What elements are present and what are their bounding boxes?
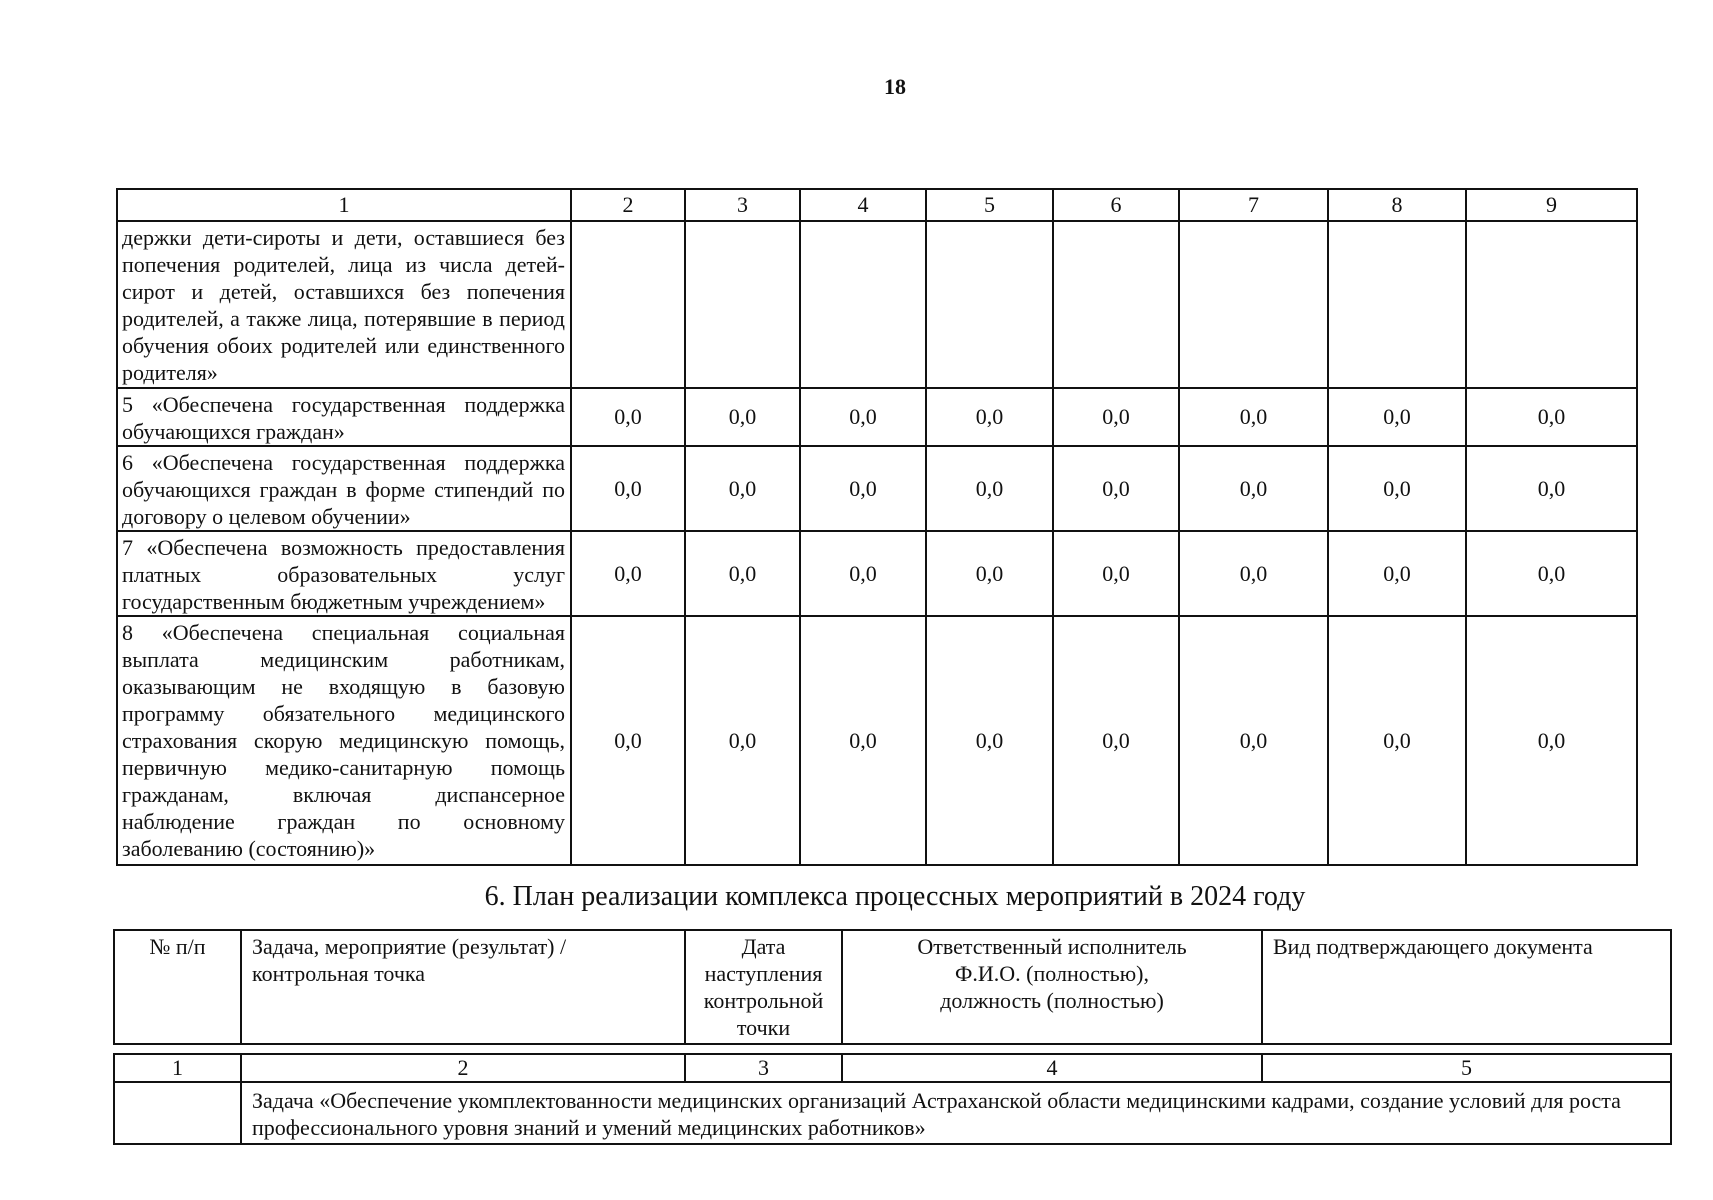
value-cell: 0,0 bbox=[1179, 531, 1328, 616]
plan-table-body bbox=[113, 1053, 1672, 1145]
responsible-line: Ответственный исполнитель bbox=[917, 934, 1187, 959]
table-header-row bbox=[114, 1054, 1671, 1082]
value-cell: 0,0 bbox=[926, 388, 1053, 446]
value-cell: 0,0 bbox=[1328, 446, 1466, 531]
row-label: 7 «Обеспечена возможность предоставления платных образовательных услуг государственным бюджетным учреждением» bbox=[117, 531, 571, 616]
column-number: 2 bbox=[241, 1054, 685, 1082]
column-header-responsible bbox=[842, 930, 1262, 1044]
value-cell: 0,0 bbox=[1053, 446, 1179, 531]
value-cell: 0,0 bbox=[1053, 531, 1179, 616]
page-number: 18 bbox=[884, 74, 906, 99]
value-cell: 0,0 bbox=[1466, 616, 1637, 865]
value-cell: 0,0 bbox=[1328, 616, 1466, 865]
table-header-row bbox=[114, 930, 1671, 1044]
row-label: держки дети-сироты и дети, оставшиеся без попечения родителей, лица из числа детей-сирот и детей, оставшихся без попечения родителей, а также лица, потерявшие в период обучения обоих родителей или единственного родителя» bbox=[117, 221, 571, 388]
column-header-date: Дата наступления контрольной точки bbox=[685, 930, 842, 1044]
value-cell: 0,0 bbox=[1179, 446, 1328, 531]
value-cell bbox=[1328, 221, 1466, 388]
column-header-document: Вид подтверждающего документа bbox=[1262, 930, 1671, 1044]
value-cell bbox=[926, 221, 1053, 388]
row-label: 5 «Обеспечена государственная поддержка обучающихся граждан» bbox=[117, 388, 571, 446]
column-number: 5 bbox=[926, 189, 1053, 221]
value-cell: 0,0 bbox=[800, 531, 926, 616]
value-cell bbox=[1466, 221, 1637, 388]
table-row bbox=[117, 616, 1637, 865]
value-cell: 0,0 bbox=[1328, 531, 1466, 616]
value-cell: 0,0 bbox=[926, 616, 1053, 865]
value-cell: 0,0 bbox=[1466, 531, 1637, 616]
value-cell: 0,0 bbox=[1466, 446, 1637, 531]
value-cell: 0,0 bbox=[926, 446, 1053, 531]
column-number: 3 bbox=[685, 1054, 842, 1082]
task-description: Задача «Обеспечение укомплектованности медицинских организаций Астраханской области медицинскими кадрами, создание условий для роста профессионального уровня знаний и умений медицинских работников» bbox=[241, 1082, 1671, 1144]
column-number: 7 bbox=[1179, 189, 1328, 221]
value-cell: 0,0 bbox=[1179, 388, 1328, 446]
financing-table bbox=[116, 188, 1638, 866]
value-cell: 0,0 bbox=[926, 531, 1053, 616]
empty-cell bbox=[114, 1082, 241, 1144]
value-cell: 0,0 bbox=[1328, 388, 1466, 446]
column-header-task: Задача, мероприятие (результат) / контрольная точка bbox=[241, 930, 685, 1044]
column-number: 9 bbox=[1466, 189, 1637, 221]
column-number: 1 bbox=[117, 189, 571, 221]
value-cell bbox=[571, 221, 685, 388]
value-cell bbox=[685, 221, 800, 388]
value-cell: 0,0 bbox=[685, 388, 800, 446]
column-number: 6 bbox=[1053, 189, 1179, 221]
value-cell: 0,0 bbox=[800, 616, 926, 865]
value-cell: 0,0 bbox=[571, 446, 685, 531]
responsible-line: Ф.И.О. (полностью), bbox=[955, 961, 1149, 986]
column-number: 4 bbox=[800, 189, 926, 221]
table-row bbox=[114, 1082, 1671, 1144]
table-row bbox=[117, 221, 1637, 388]
value-cell: 0,0 bbox=[685, 446, 800, 531]
value-cell: 0,0 bbox=[571, 616, 685, 865]
value-cell: 0,0 bbox=[685, 531, 800, 616]
table-row bbox=[117, 388, 1637, 446]
value-cell: 0,0 bbox=[1179, 616, 1328, 865]
value-cell: 0,0 bbox=[1053, 388, 1179, 446]
column-number: 8 bbox=[1328, 189, 1466, 221]
value-cell: 0,0 bbox=[685, 616, 800, 865]
column-number: 2 bbox=[571, 189, 685, 221]
row-label: 8 «Обеспечена специальная социальная выплата медицинским работникам, оказывающим не входящую в базовую программу обязательного медицинского страхования скорую медицинскую помощь, первичную медико-санитарную помощь гражданам, включая диспансерное наблюдение граждан по основному заболеванию (состоянию)» bbox=[117, 616, 571, 865]
value-cell: 0,0 bbox=[800, 446, 926, 531]
plan-table-header bbox=[113, 929, 1672, 1045]
column-number: 4 bbox=[842, 1054, 1262, 1082]
table-row bbox=[117, 531, 1637, 616]
value-cell bbox=[1179, 221, 1328, 388]
value-cell: 0,0 bbox=[800, 388, 926, 446]
row-label: 6 «Обеспечена государственная поддержка обучающихся граждан в форме стипендий по договору о целевом обучении» bbox=[117, 446, 571, 531]
value-cell: 0,0 bbox=[571, 531, 685, 616]
section-title: 6. План реализации комплекса процессных мероприятий в 2024 году bbox=[484, 881, 1306, 912]
value-cell bbox=[1053, 221, 1179, 388]
column-header-number: № п/п bbox=[114, 930, 241, 1044]
column-number: 3 bbox=[685, 189, 800, 221]
value-cell bbox=[800, 221, 926, 388]
column-number: 1 bbox=[114, 1054, 241, 1082]
column-number: 5 bbox=[1262, 1054, 1671, 1082]
value-cell: 0,0 bbox=[1053, 616, 1179, 865]
value-cell: 0,0 bbox=[1466, 388, 1637, 446]
responsible-line: должность (полностью) bbox=[940, 988, 1164, 1013]
table-header-row bbox=[117, 189, 1637, 221]
value-cell: 0,0 bbox=[571, 388, 685, 446]
table-row bbox=[117, 446, 1637, 531]
